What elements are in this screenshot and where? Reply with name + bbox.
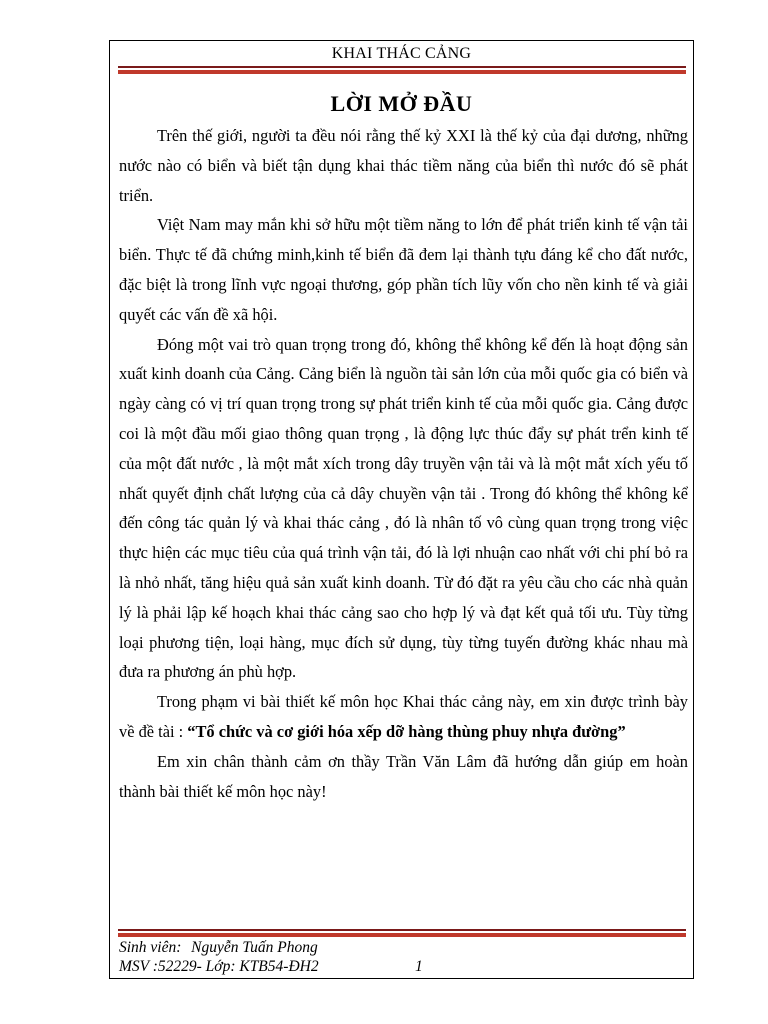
topic-intro: Trong phạm vi bài thiết kế môn học Khai thác cảng này, em xin được trình bày về đề tài : xyxy=(119,692,688,741)
paragraph-1: Trên thế giới, người ta đều nói rằng thế kỷ XXI là thế kỷ của đại dương, những nước nào có biển và biết tận dụng khai thác tiềm năng của biển thì nước đó sẽ phát triển. xyxy=(119,126,688,205)
paragraph-3: Đóng một vai trò quan trọng trong đó, không thể không kể đến là hoạt động sản xuất kinh doanh của Cảng. Cảng biển là nguồn tài sản lớn của mỗi quốc gia có biển và ngày càng có vị trí quan trọng trong sự phát triển kinh tế của mỗi quốc gia. Cảng được coi là một đầu mối giao thông quan trọng , là động lực thúc đẩy sự phát trển kinh tế của một đất nước , là một mắt xích trong dây truyền vận tải và là một mắt xích yếu tố nhất quyết định chất lượng của cả dây chuyền vận tải . Trong đó không thể không kể đến công tác quản lý và khai thác cảng , đó là nhân tố vô cùng quan trọng trong việc thực hiện các mục tiêu của quá trình vận tải, đó là lợi nhuận cao nhất với chi phí bỏ ra là nhỏ nhất, tăng hiệu quả sản xuất kinh doanh. Từ đó đặt ra yêu cầu cho các nhà quản lý là phải lập kế hoạch khai thác cảng sao cho hợp lý và đạt kết quả tối ưu. Tùy từng loại phương tiện, loại hàng, mục đích sử dụng, tùy từng tuyến đường khác nhau mà đưa ra phương án phù hợp. xyxy=(119,334,688,682)
document-body xyxy=(119,121,688,806)
running-header: KHAI THÁC CẢNG xyxy=(331,45,472,62)
footer-student xyxy=(119,939,318,957)
paragraph-thanks: Em xin chân thành cảm ơn thầy Trần Văn Lâm đã hướng dẫn giúp em hoàn thành bài thiết kế môn học này! xyxy=(119,751,688,801)
student-label: Sinh viên: xyxy=(119,939,182,956)
topic-title: “Tổ chức và cơ giới hóa xếp dỡ hàng thùng phuy nhựa đường” xyxy=(187,721,626,741)
paragraph-2: Việt Nam may mắn khi sở hữu một tiềm năng to lớn để phát triển kinh tế vận tải biển. Thực tế đã chứng minh,kinh tế biển đã đem lại thành tựu đáng kể cho đất nước, đặc biệt là trong lĩnh vực ngoại thương, góp phần tích lũy vốn cho nền kinh tế và giải quyết các vấn đề xã hội. xyxy=(119,215,688,324)
footer-msv: MSV :52229- Lớp: KTB54-ĐH2 xyxy=(119,958,319,975)
document-title: LỜI MỞ ĐẦU xyxy=(330,91,473,116)
header-rule-thin xyxy=(118,66,686,68)
page-number: 1 xyxy=(415,958,423,975)
student-name: Nguyễn Tuấn Phong xyxy=(191,939,318,956)
footer-rule-thin xyxy=(118,929,686,931)
header-rule-thick xyxy=(118,70,686,74)
paragraph-topic xyxy=(119,687,688,747)
footer-rule-thick xyxy=(118,933,686,937)
